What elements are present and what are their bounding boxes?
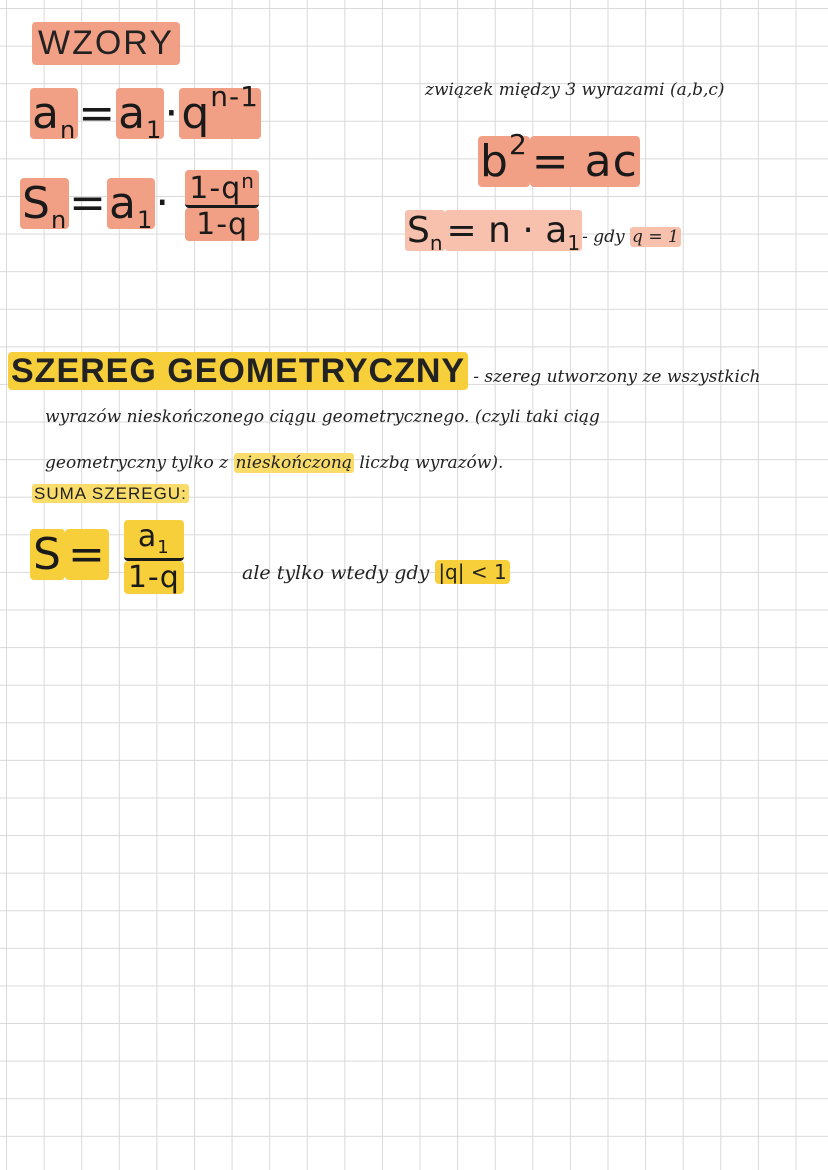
- series-equals: =: [65, 529, 109, 580]
- sn-fraction: [185, 170, 259, 241]
- series-def-line3: geometryczny tylko z nieskończoną liczbą wyrazów).: [45, 453, 504, 473]
- series-numerator: $a_1$: [124, 520, 184, 561]
- an-exponent: n-1: [210, 80, 259, 113]
- special-cond-prefix: - gdy: [582, 227, 631, 247]
- series-fraction: [124, 520, 184, 594]
- special-rhs: = n · a: [446, 210, 568, 251]
- sn-a1-symbol: a: [109, 177, 137, 229]
- an-subscript: n: [59, 115, 77, 144]
- sum-label: SUMA SZEREGU:: [34, 484, 187, 503]
- an-a1-subscript: 1: [146, 115, 163, 144]
- an-symbol: a: [32, 88, 60, 139]
- an-q-symbol: q: [181, 88, 211, 139]
- relation-exponent: 2: [508, 128, 528, 161]
- special-sum-formula: [405, 210, 681, 255]
- an-equals: =: [78, 88, 117, 139]
- sn-symbol: S: [22, 177, 51, 229]
- an-a1-symbol: a: [118, 88, 147, 139]
- series-def-start: - szereg utworzony ze wszystkich: [473, 367, 761, 387]
- condition-value: |q| < 1: [435, 560, 509, 584]
- special-rhs-subscript: 1: [567, 231, 581, 256]
- special-cond: q = 1: [632, 227, 679, 247]
- relation-formula: [478, 128, 640, 187]
- nth-term-formula: [30, 80, 261, 144]
- sn-numerator-exponent: n: [241, 169, 255, 193]
- sn-denominator: 1-q: [185, 208, 259, 241]
- series-heading-row: [8, 352, 760, 392]
- partial-sum-formula: [20, 170, 259, 241]
- series-def-line2: wyrazów nieskończonego ciągu geometrycznego. (czyli taki ciąg: [45, 407, 600, 427]
- special-s: S: [407, 210, 430, 251]
- condition-text: ale tylko wtedy gdy: [242, 562, 430, 584]
- sn-dot: ·: [155, 177, 171, 229]
- infinite-highlight: nieskończoną: [235, 453, 352, 473]
- series-denominator: 1-q: [124, 561, 184, 594]
- sn-a1-subscript: 1: [137, 205, 154, 234]
- series-title: SZEREG GEOMETRYCZNY: [8, 352, 468, 390]
- special-s-subscript: n: [429, 231, 443, 256]
- convergence-condition: [242, 557, 510, 588]
- relation-note: związek między 3 wyrazami (a,b,c): [425, 80, 725, 100]
- sn-numerator: $1-q^n$: [185, 170, 259, 208]
- series-s: S: [30, 529, 65, 580]
- sn-equals: =: [69, 177, 108, 229]
- relation-b: b: [480, 136, 509, 187]
- series-sum-formula: [30, 520, 184, 594]
- an-dot: ·: [164, 88, 180, 139]
- relation-rhs: = ac: [531, 136, 638, 187]
- sn-subscript: n: [50, 205, 68, 234]
- page-title: WZORY: [32, 22, 180, 65]
